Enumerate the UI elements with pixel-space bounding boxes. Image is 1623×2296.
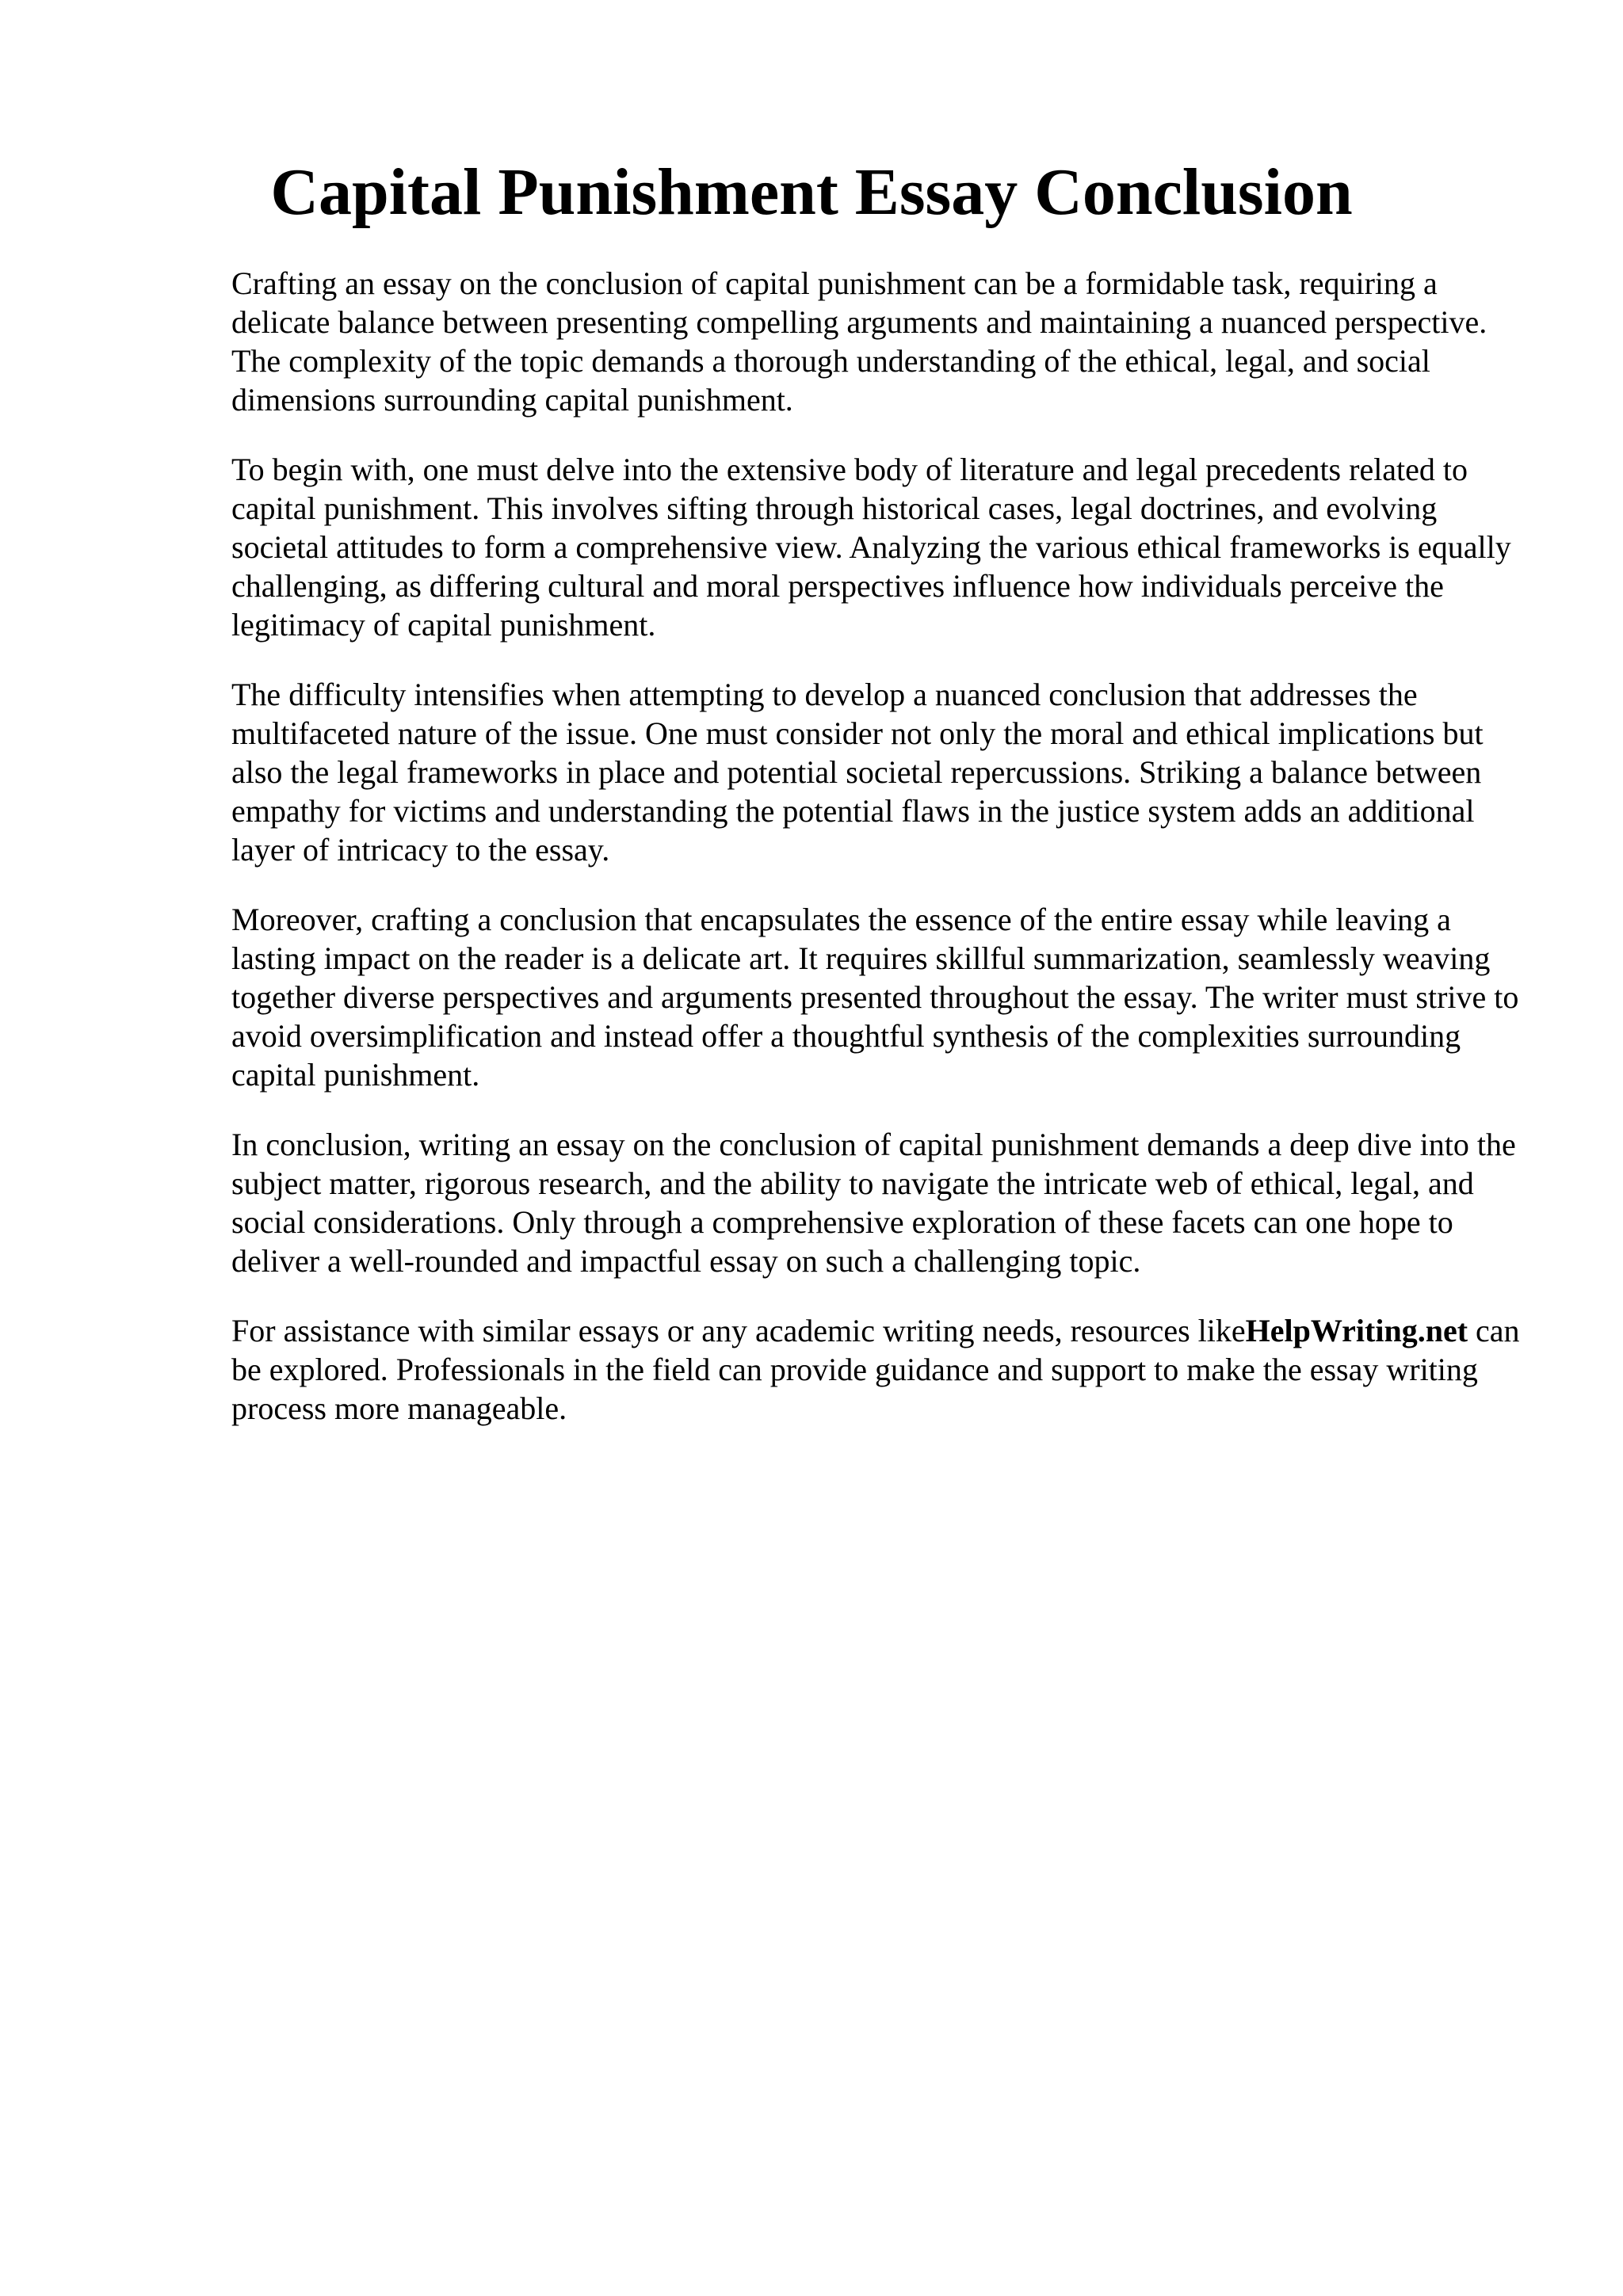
document-title: Capital Punishment Essay Conclusion: [270, 155, 1353, 229]
paragraph-5: In conclusion, writing an essay on the conclusion of capital punishment demands a deep dive into the subject matter, rigorous research, and the ability to navigate the intricate web of ethical, legal, and social considerations. Only through a comprehensive exploration of these facets can one hope to deliver a well-rounded and impactful essay on such a challenging topic.: [231, 1127, 1516, 1279]
paragraph-4: Moreover, crafting a conclusion that encapsulates the essence of the entire essay while leaving a lasting impact on the reader is a delicate art. It requires skillful summarization, seamlessly weaving together diverse perspectives and arguments presented throughout the essay. The writer must strive to avoid oversimplification and instead offer a thoughtful synthesis of the complexities surrounding capital punishment.: [231, 902, 1519, 1093]
paragraph-2: To begin with, one must delve into the extensive body of literature and legal precedents related to capital punishment. This involves sifting through historical cases, legal doctrines, and evolving societal attitudes to form a comprehensive view. Analyzing the various ethical frameworks is equally challenging, as differing cultural and moral perspectives influence how individuals perceive the legitimacy of capital punishment.: [231, 452, 1511, 643]
paragraph-1: Crafting an essay on the conclusion of capital punishment can be a formidable task, requiring a delicate balance between presenting compelling arguments and maintaining a nuanced perspective. The complexity of the topic demands a thorough understanding of the ethical, legal, and social dimensions surrounding capital punishment.: [231, 265, 1487, 418]
closing-text-before: For assistance with similar essays or any academic writing needs, resources like: [231, 1313, 1246, 1348]
helpwriting-link[interactable]: HelpWriting.net: [1245, 1313, 1468, 1348]
paragraph-3: The difficulty intensifies when attempting to develop a nuanced conclusion that addresses the multifaceted nature of the issue. One must consider not only the moral and ethical implications but also the legal frameworks in place and potential societal repercussions. Striking a balance between empathy for victims and understanding the potential flaws in the justice system adds an additional layer of intricacy to the essay.: [231, 677, 1484, 868]
closing-paragraph: [231, 1311, 1525, 1428]
document-body: [231, 264, 1525, 1459]
closing-text-after: can be explored. Professionals in the field can provide guidance and support to make the essay writing process more manageable.: [231, 1313, 1520, 1426]
